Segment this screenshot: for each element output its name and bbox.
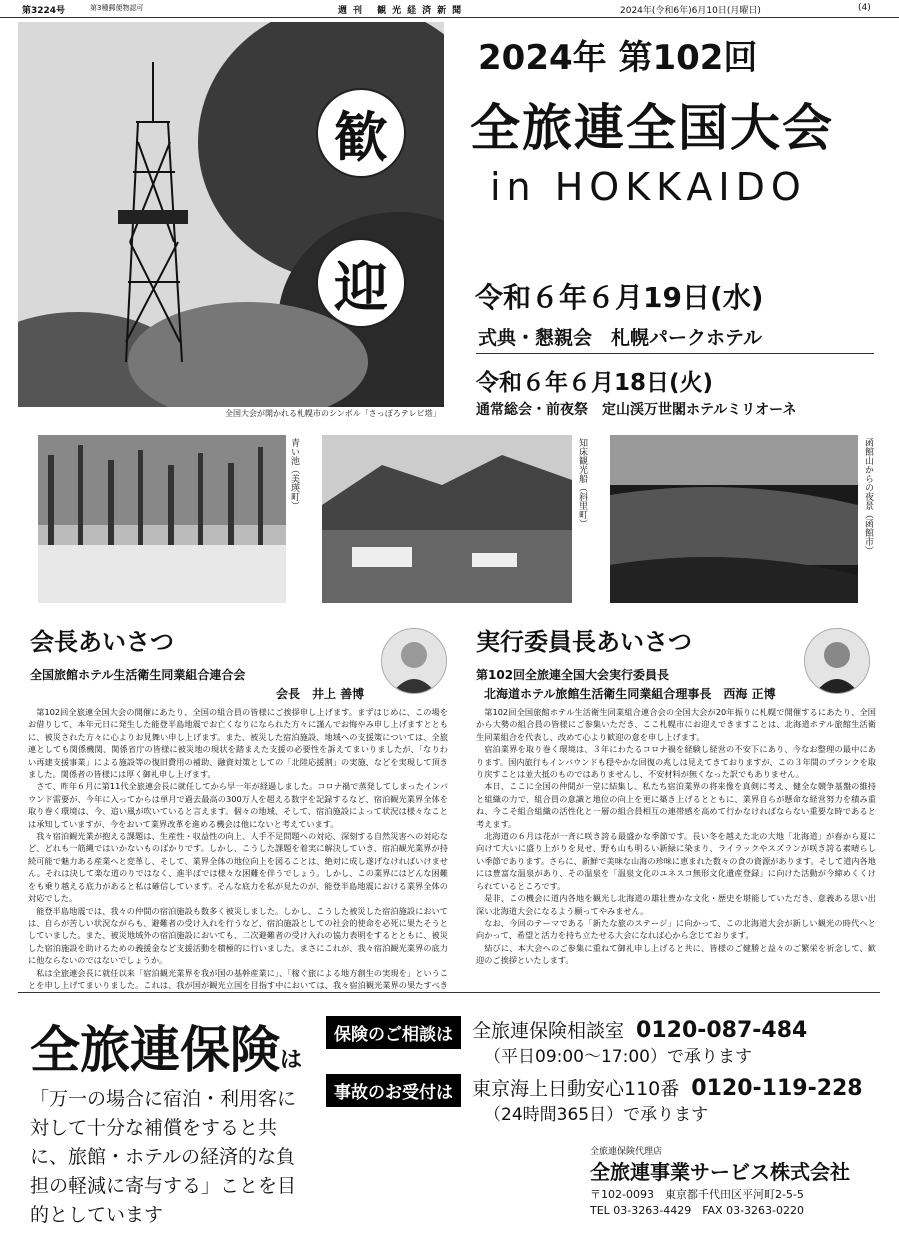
consult-hours: （平日09:00～17:00）で承ります — [484, 1047, 752, 1067]
welcome-kanji-2: 迎 — [316, 238, 406, 328]
greeting-left-name: 会長 井上 善博 — [276, 687, 365, 701]
sub-title: in HOKKAIDO — [490, 165, 807, 209]
greeting-left-body — [28, 706, 448, 990]
greeting-right-paragraph: 本日、ここに全国の仲間が一堂に結集し、私たち宿泊業界の将来像を真剣に考え、健全な競争基盤の維持と組織の力で、組合員の意識と地位の向上を更に築き上げるとともに、業界自らが懸命な経営努力を積み重ね、今こそ組合組織の活性化と一層の組合員相互の連帯感を高めて行かなければならない重要な時であると考えます。 — [476, 781, 876, 829]
tv-tower-illustration — [18, 22, 444, 407]
mail-permit: 第3種郵便物認可 — [90, 4, 144, 12]
insurance-title — [30, 1010, 302, 1082]
greeting-left-title: 会長あいさつ — [30, 627, 174, 656]
agency-name: 全旅連事業サービス株式会社 — [590, 1160, 850, 1184]
greeting-right-paragraph: 結びに、本大会へのご参集に重ねて御礼申し上げると共に、皆様のご健勝と益々のご繁栄を祈念して、歓迎のご挨拶といたします。 — [476, 942, 876, 966]
hero-photo — [18, 22, 444, 407]
accident-label: 事故のお受付は — [326, 1074, 461, 1107]
caption-hakodate: 函館山からの夜景（函館市） — [863, 438, 873, 555]
portrait-committee-chair — [804, 628, 870, 694]
insurance-quote: 「万一の場合に宿泊・利用客に対して十分な補償をすると共に、旅館・ホテルの経済的な負担の軽減に寄与する」ことを目的としています — [30, 1088, 297, 1226]
photo-shiretoko-cruise — [322, 435, 572, 603]
welcome-kanji-1: 歓 — [316, 88, 406, 178]
insurance-title-suffix: は — [280, 1047, 303, 1073]
greeting-right-paragraph: 第102回全国旅館ホテル生活衛生同業組合連合会の全国大会が20年振りに札幌で開催するにあたり、全国から大勢の組合員の皆様にご参集いただき、ここ札幌市にお迎えできますことは、北海道ホテル旅館生活衛生同業組合を代表し、改めて心より歓迎の意を申し上げます。 — [476, 707, 876, 742]
greeting-left-paragraph: さて、昨年６月に第11代全旅連会長に就任してから早一年が経過しました。コロナ禍で蒸発してしまったインバウンド需要が、今年に入ってからは単月で過去最高の300万人を超える数字を記録するなど、宿泊観光業界全体を取り巻く環境は、今、追い風が吹いていると言えます。個々の地域、そして、宿泊施設によって状況は様々なことは承知していますが、今をおいて業界改革を進める機会は他にないと考えています。 — [28, 781, 448, 829]
greeting-right-paragraph: なお、今回のテーマである「新たな旅のステージ」に向かって、この北海道大会が新しい観光の時代へと向かって、希望と活力を持ち立たせる大会になれば心から念じております。 — [476, 917, 876, 941]
photo-blue-pond — [38, 435, 286, 603]
issue-number: 第3224号 — [22, 6, 66, 16]
insurance-title-text: 全旅連保険 — [30, 1020, 280, 1079]
assembly-date: 令和６年６月18日(火) — [476, 370, 714, 396]
ceremony-venue: 式典・懇親会 札幌パークホテル — [478, 327, 763, 349]
agency-label: 全旅連保険代理店 — [590, 1147, 663, 1157]
photo-hakodate-night — [610, 435, 858, 603]
paper-name: 週刊 観光経済新聞 — [338, 6, 468, 16]
greeting-left-org: 全国旅館ホテル生活衛生同業組合連合会 — [30, 668, 246, 682]
consult-office: 全旅連保険相談室 — [472, 1020, 625, 1042]
greeting-right-paragraph: 宿泊業界を取り巻く環境は、３年にわたるコロナ禍を経験し経営の不安下にあり、今なお整理の最中にあります。国内旅行もインバウンドも穏やかな回復の兆しは見えてきておりますが、この３年間のブランクを取り戻すことは並大抵のものではありませんし、不安材料が無くなった訳でもありません。 — [476, 744, 876, 780]
agency-address: 〒102-0093 東京都千代田区平河町2-5-5 — [590, 1188, 804, 1201]
main-title: 全旅連全国大会 — [470, 99, 834, 157]
accident-service: 東京海上日動安心110番 — [472, 1078, 680, 1100]
assembly-venue: 通常総会・前夜祭 定山渓万世閣ホテルミリオーネ — [476, 402, 797, 418]
agency-contact: TEL 03-3263-4429 FAX 03-3263-0220 — [590, 1204, 805, 1217]
greeting-right-org1: 第102回全旅連全国大会実行委員長 — [476, 668, 670, 682]
masthead — [0, 0, 899, 18]
greeting-right-body — [476, 706, 876, 990]
greeting-right-org2: 北海道ホテル旅館生活衛生同業組合理事長 西海 正博 — [484, 687, 776, 701]
caption-blue-pond: 青い池（美瑛町） — [289, 438, 299, 510]
accident-hours: （24時間365日）で承ります — [484, 1105, 709, 1125]
consult-phone[interactable]: 0120-087-484 — [636, 1018, 808, 1043]
year-title: 2024年 第102回 — [478, 38, 758, 78]
greeting-right-title: 実行委員長あいさつ — [476, 627, 692, 656]
page-number: (4) — [858, 3, 871, 13]
greeting-left-paragraph: 私は全旅連会長に就任以来「宿泊観光業界を我が国の基幹産業に」、「稼ぐ旅による地方創生の実現を」ということを申し上げてまいりました。これは、我が国が観光立国を目指す中においては、我々宿泊観光業界の果たすべき — [28, 967, 448, 990]
hero-caption: 全国大会が開かれる札幌市のシンボル「さっぽろテレビ塔」 — [225, 409, 441, 418]
ceremony-date: 令和６年６月19日(水) — [475, 281, 764, 314]
divider — [476, 353, 874, 354]
greeting-left-paragraph: 能登半島地震では、我々の仲間の宿泊施設も数多く被災しました。しかし、こうした被災した宿泊施設においては、自らが苦しい状況ながらも、避難者の受け入れを行うなど、宿泊施設としての社会的使命を必死に果たそうとしていました。また、被災地域外の宿泊施設においても、二次避難者の受け入れの協力表明をするとともに、被災した宿泊施設を助けるための義援金など支援活動を積極的に行いました。まさにこれが、我々宿泊観光業界の底力に他ならないのではないでしょうか。 — [28, 905, 448, 966]
consult-line — [472, 1016, 807, 1043]
issue-date: 2024年(令和6年)6月10日(月曜日) — [620, 6, 761, 16]
greeting-left-paragraph: 我々宿泊観光業が抱える課題は、生産性・収益性の向上、人手不足問題への対応、深刻する自然災害への対応など、どれも一筋縄ではいかないものばかりです。しかし、こうした課題を着実に解決していき、宿泊観光業界が持続可能で魅力ある産業へと変革し、そして、業界全体の地位向上を図ることは、絶対に成し遂げなければいけません。それは決して楽な道のりではなく、進半ばでは様々な困難を伴うでしょう。しかし、この業界にはどんな困難をも乗り越える底力があると私は確信しています。そんな底力を私が見たのが、能登半島地震における業界全体の対応でした。 — [28, 831, 448, 904]
greeting-right-paragraph: 北海道の６月は花が一斉に咲き誇る最盛かな季節です。長い冬を越えた北の大地「北海道」が春から夏に向けて大いに盛り上がりを見せ、野も山も明るい新緑に染まり、ライラックやスズランが咲き誇る素晴らしい季節であります。さらに、新鮮で美味な山海の珍味に恵まれた数々の食の資源があります。そして道内各地には豊富な温泉があり、その温泉を「温泉文化のユネスコ無形文化遺産登録」に向けた活動が今締めくくけられているところです。 — [476, 831, 876, 891]
accident-line — [472, 1074, 863, 1101]
section-divider — [18, 992, 880, 993]
consult-label: 保険のご相談は — [326, 1016, 461, 1049]
greeting-left-paragraph: 第102回全旅連全国大会の開催にあたり、全国の組合員の皆様にご挨拶申し上げます。まずはじめに、この場をお借りして、本年元日に発生した能登半島地震でお亡くなりになられた方々に謹んでお悔やみ申し上げますとともに、被災された方々に心よりお見舞い申し上げます。また、被災した宿泊施設、地域への支援策については、全旅連としても関係機関、関係省庁の皆様に被災地の現状を踏まえた支援の必要性を訴えてまいりましたが、「なりわい再建支援事業」による施設等の復旧費用の補助、融資対策としての「北陸応援割」の実施、などを実現して頂きました。関係者の皆様には厚く御礼申し上げます。 — [28, 707, 448, 780]
portrait-chairman — [381, 628, 447, 694]
accident-phone[interactable]: 0120-119-228 — [691, 1076, 863, 1101]
caption-shiretoko: 知床観光船（斜里町） — [577, 438, 587, 528]
greeting-right-paragraph: 是非、この機会に道内各地を観光し北海道の雄壮豊かな文化・歴史を堪能していただき、意義ある思い出深い北海道大会になるよう願ってやみません。 — [476, 893, 876, 916]
